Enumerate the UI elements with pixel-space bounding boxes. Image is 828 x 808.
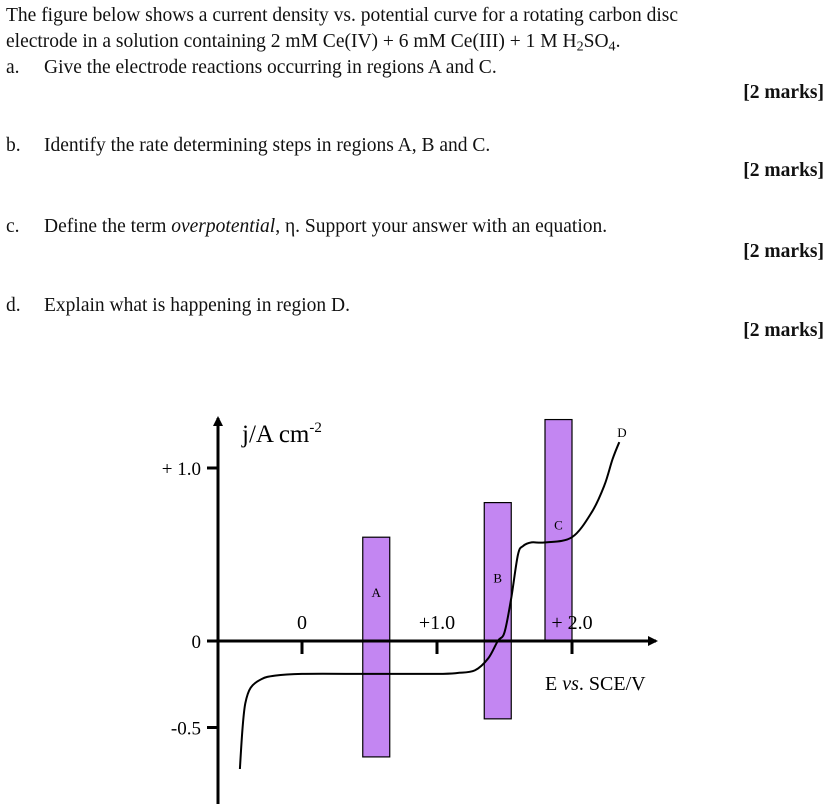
x-tick-label: 0: [297, 612, 307, 634]
y-tick-label: + 1.0: [161, 459, 201, 480]
question-text: Identify the rate determining steps in regions A, B and C.: [44, 135, 491, 156]
region-c-label: C: [554, 517, 563, 533]
region-b-bar: [484, 503, 511, 719]
intro-paragraph: [6, 3, 821, 60]
question-letter: d.: [6, 295, 21, 316]
marks-b: [2 marks]: [743, 160, 824, 181]
overpotential-term: overpotential: [171, 216, 276, 237]
question-text: Define the term overpotential, η. Support your answer with an equation.: [44, 216, 608, 237]
axes-layer: [218, 418, 656, 804]
marks-d: [2 marks]: [743, 320, 824, 341]
x-tick-label: + 2.0: [551, 612, 593, 634]
region-a-bar: [363, 537, 390, 757]
question-letter: c.: [6, 216, 20, 237]
question-a: [6, 55, 821, 81]
regions-layer: [363, 420, 572, 757]
question-d: [6, 293, 821, 319]
question-b: [6, 133, 821, 159]
region-a-label: A: [371, 585, 381, 601]
y-tick-label: 0: [191, 632, 201, 653]
intro-line-1: The figure below shows a current density vs. potential curve for a rotating carbon disc: [6, 5, 678, 26]
region-b-label: B: [493, 570, 503, 586]
question-text: Give the electrode reactions occurring in regions A and C.: [44, 57, 497, 78]
question-text: Explain what is happening in region D.: [44, 295, 350, 316]
question-c: [6, 214, 821, 240]
question-letter: b.: [6, 135, 21, 156]
y-tick-label: -0.5: [170, 718, 201, 740]
region-d-label: D: [617, 425, 627, 440]
marks-a: [2 marks]: [743, 82, 824, 103]
x-axis-label: E vs. SCE/V: [545, 673, 646, 695]
marks-c: [2 marks]: [743, 241, 824, 262]
y-axis-label: j/A $cm^{-2}$: [242, 420, 322, 448]
question-letter: a.: [6, 57, 20, 78]
intro-line-2: electrode in a solution containing 2 mM Ce(IV) + 6 mM Ce(III) + 1 M $H_2SO_4$.: [6, 31, 621, 55]
current-density-chart: [0, 400, 828, 808]
x-tick-label: +1.0: [418, 612, 456, 634]
